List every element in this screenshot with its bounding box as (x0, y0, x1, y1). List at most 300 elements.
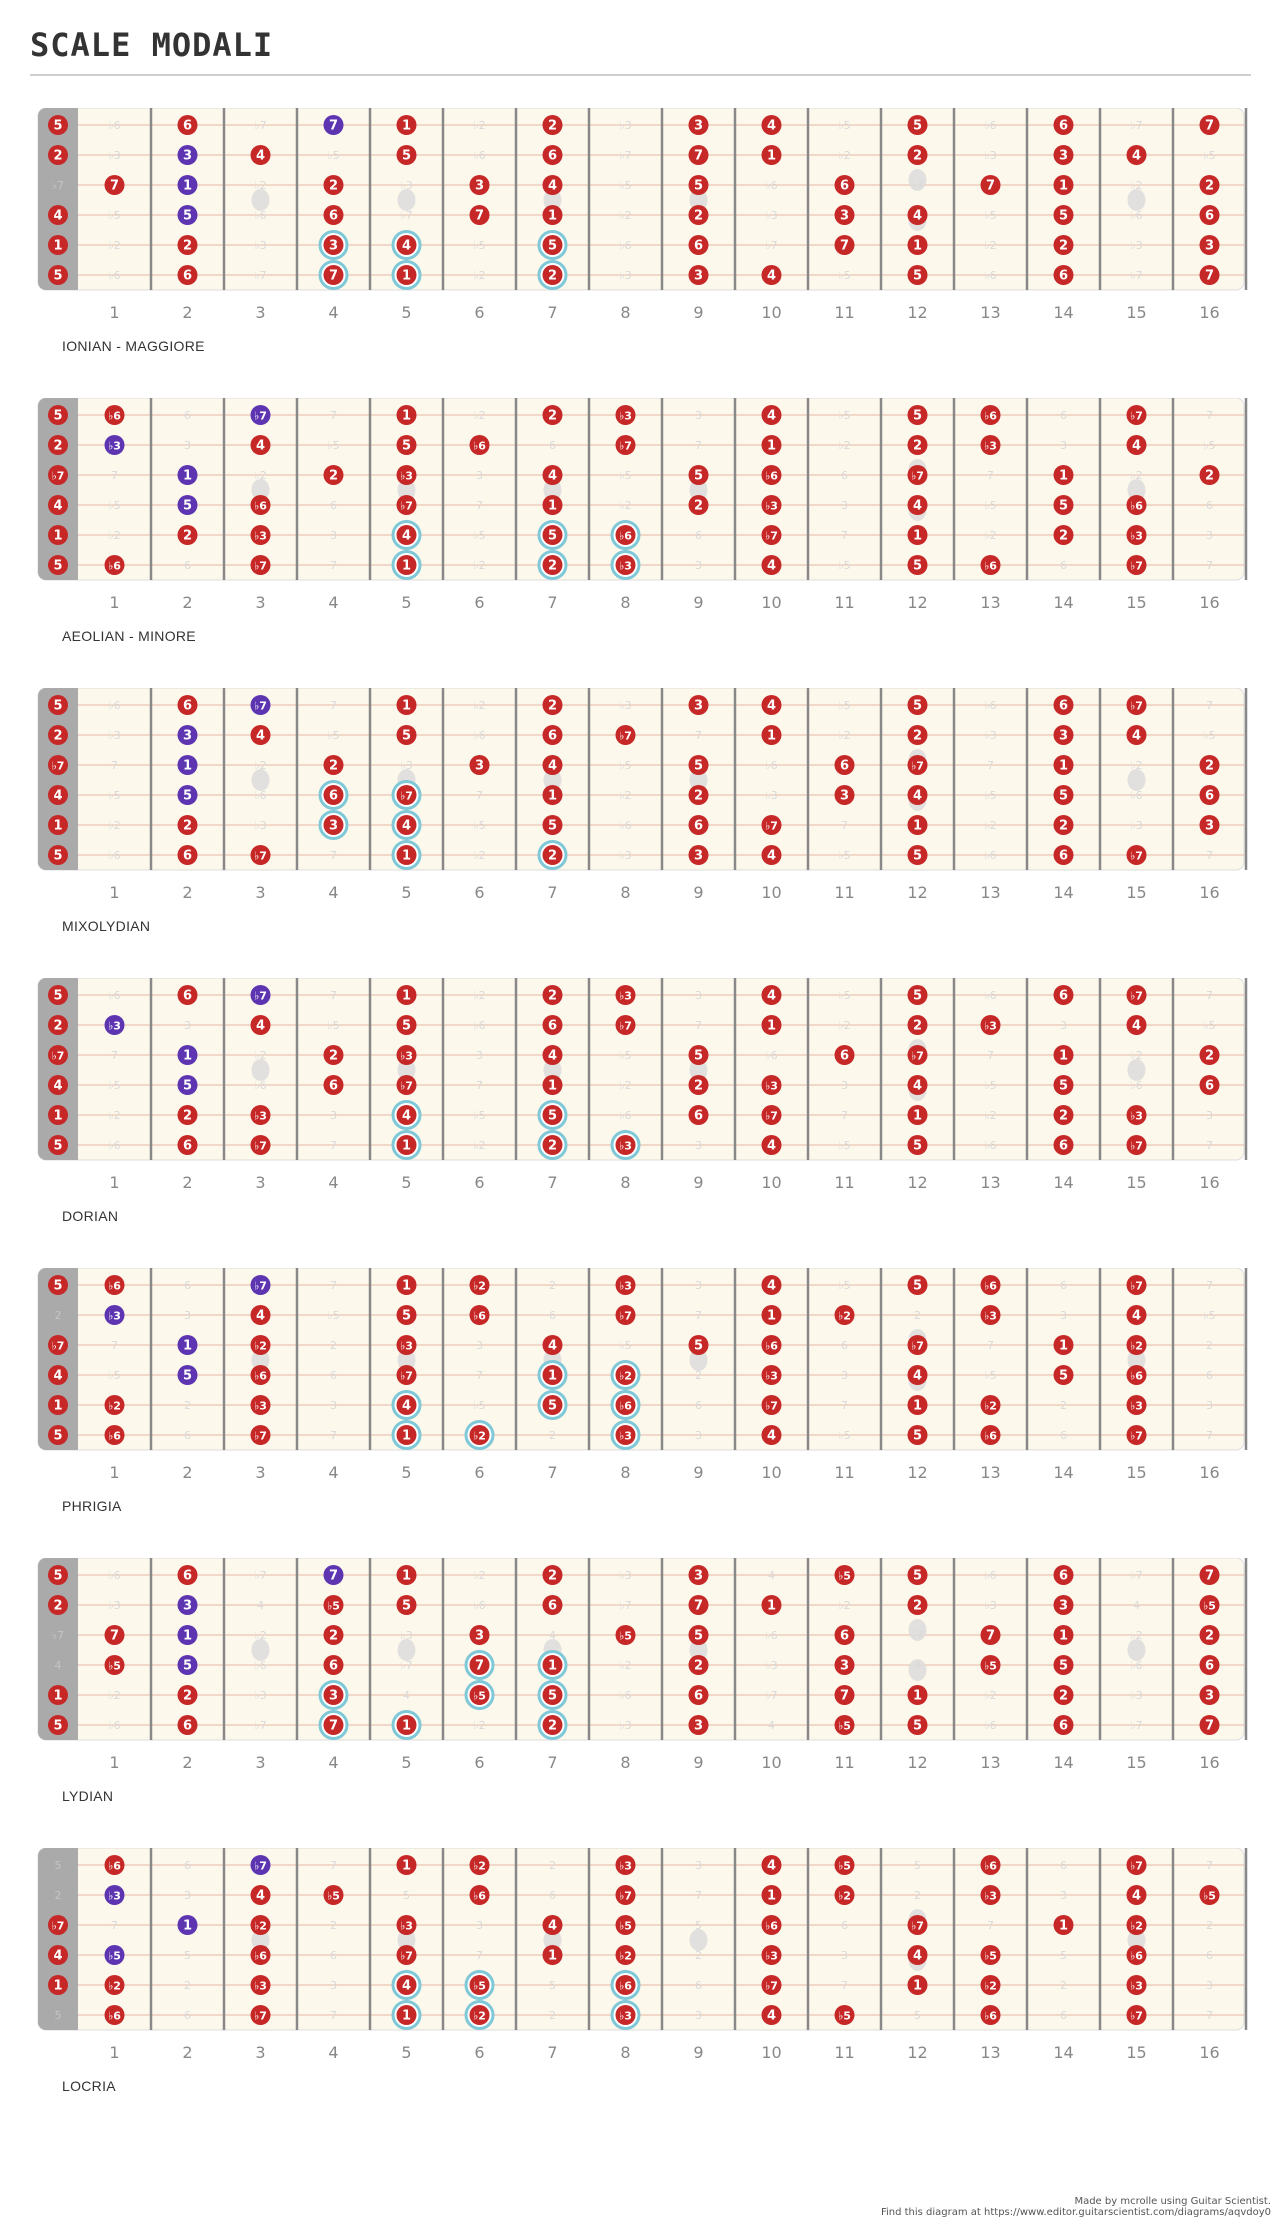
note-marker (397, 1855, 417, 1875)
note-marker (762, 695, 782, 715)
fret-number: 6 (474, 883, 485, 902)
note-marker (251, 1915, 271, 1935)
note-label: 7 (474, 208, 485, 224)
note-label: 4 (1131, 1018, 1142, 1034)
fret-number: 11 (834, 303, 855, 322)
ghost-interval: 6 (1060, 1279, 1067, 1292)
note-label: 5 (182, 788, 193, 804)
note-label: 4 (912, 1368, 923, 1384)
note-marker (397, 465, 417, 485)
ghost-interval: ♭5 (838, 1279, 851, 1292)
note-label: ♭6 (108, 559, 121, 573)
note-marker (908, 435, 928, 455)
note-label: 6 (547, 148, 558, 164)
note-label: 1 (182, 1048, 193, 1064)
fret-number: 7 (547, 303, 558, 322)
ghost-interval: ♭5 (984, 789, 997, 802)
note-label: 6 (182, 268, 193, 284)
note-label: 1 (53, 1108, 63, 1124)
note-marker (762, 1395, 782, 1415)
ghost-interval: ♭7 (51, 1629, 65, 1642)
note-marker (105, 435, 125, 455)
note-label: ♭2 (254, 1919, 267, 1933)
note-label: 6 (547, 1598, 558, 1614)
note-marker (835, 175, 855, 195)
note-label: ♭6 (1130, 1949, 1143, 1963)
note-marker (1054, 845, 1074, 865)
ghost-interval: 3 (695, 2009, 702, 2022)
note-label: ♭5 (473, 1979, 486, 1993)
ghost-interval: 6 (841, 1919, 848, 1932)
note-label: ♭7 (51, 1339, 65, 1353)
note-label: 5 (53, 698, 63, 714)
ghost-interval: 7 (841, 819, 848, 832)
note-marker (616, 1625, 636, 1645)
ghost-interval: 7 (987, 1339, 994, 1352)
note-label: 3 (693, 1568, 704, 1584)
fret-number: 1 (109, 1753, 120, 1772)
ghost-interval: 6 (1206, 1949, 1213, 1962)
ghost-interval: ♭2 (254, 469, 267, 482)
note-marker (981, 1395, 1001, 1415)
note-label: ♭3 (619, 409, 632, 423)
note-marker (1200, 1075, 1220, 1095)
ghost-interval: ♭3 (400, 179, 413, 192)
note-label: 2 (53, 728, 63, 744)
note-label: ♭6 (984, 2009, 997, 2023)
note-marker (1054, 465, 1074, 485)
ghost-interval: 5 (695, 1919, 702, 1932)
ghost-interval: ♭6 (473, 149, 486, 162)
note-marker (324, 205, 344, 225)
note-marker (178, 235, 198, 255)
note-marker (105, 1425, 125, 1445)
note-label: 2 (1204, 1628, 1215, 1644)
note-marker (762, 1305, 782, 1325)
note-marker (1127, 1105, 1147, 1125)
ghost-interval: 7 (1206, 1429, 1213, 1442)
note-label: 4 (912, 788, 923, 804)
note-label: 5 (547, 1398, 558, 1414)
ghost-interval: ♭6 (984, 1139, 997, 1152)
note-marker (1054, 1655, 1074, 1675)
ghost-interval: 2 (54, 1309, 62, 1322)
note-marker (612, 1972, 639, 1999)
ghost-interval: 2 (549, 1279, 556, 1292)
note-label: ♭2 (108, 1399, 121, 1413)
note-marker (1200, 265, 1220, 285)
note-marker (539, 1392, 566, 1419)
note-marker (908, 1275, 928, 1295)
note-label: 4 (255, 1888, 266, 1904)
note-label: 7 (839, 1688, 850, 1704)
note-marker (470, 755, 490, 775)
ghost-interval: 3 (841, 499, 848, 512)
note-marker (251, 1425, 271, 1445)
note-label: 4 (53, 1948, 63, 1964)
note-label: ♭7 (254, 1279, 267, 1293)
note-marker (105, 1885, 125, 1905)
note-label: 2 (53, 148, 63, 164)
note-label: 6 (1058, 1568, 1069, 1584)
note-marker (689, 1655, 709, 1675)
ghost-interval: ♭2 (838, 1599, 851, 1612)
note-label: 1 (912, 1688, 923, 1704)
note-marker (835, 755, 855, 775)
note-label: 4 (766, 1138, 777, 1154)
ghost-interval: 6 (549, 439, 556, 452)
note-marker (689, 465, 709, 485)
note-marker (48, 1425, 68, 1445)
note-label: ♭7 (619, 439, 632, 453)
note-label: 4 (255, 438, 266, 454)
note-label: 1 (401, 848, 412, 864)
note-label: 3 (1058, 728, 1069, 744)
note-label: 2 (912, 728, 923, 744)
ghost-interval: 6 (841, 469, 848, 482)
credits-link[interactable]: Find this diagram at https://www.editor.guitarscientist.com/diagrams/aqvdoy0 (880, 2207, 1271, 2218)
note-marker (908, 525, 928, 545)
note-label: 5 (693, 468, 704, 484)
note-marker (393, 1102, 420, 1129)
ghost-interval: 6 (1060, 1429, 1067, 1442)
note-marker (397, 145, 417, 165)
note-marker (397, 1335, 417, 1355)
note-label: 2 (547, 848, 558, 864)
fret-number: 7 (547, 1173, 558, 1192)
note-marker (178, 845, 198, 865)
note-label: 2 (1204, 178, 1215, 194)
note-marker (178, 175, 198, 195)
note-marker (539, 1712, 566, 1739)
note-marker (689, 755, 709, 775)
note-marker (393, 522, 420, 549)
note-label: 1 (53, 238, 63, 254)
note-marker (1054, 1075, 1074, 1095)
note-marker (1200, 1655, 1220, 1675)
note-label: ♭2 (619, 1369, 632, 1383)
note-label: ♭7 (400, 1079, 413, 1093)
fret-number: 15 (1126, 1753, 1147, 1772)
note-marker (908, 725, 928, 745)
note-marker (1127, 1305, 1147, 1325)
ghost-interval: 3 (330, 1979, 337, 1992)
note-label: ♭6 (984, 409, 997, 423)
note-label: 5 (182, 498, 193, 514)
ghost-interval: ♭3 (1130, 239, 1143, 252)
ghost-interval: ♭5 (838, 1139, 851, 1152)
note-marker (908, 1395, 928, 1415)
note-label: ♭7 (765, 1109, 778, 1123)
note-label: 1 (766, 1018, 777, 1034)
note-marker (908, 785, 928, 805)
note-marker (981, 1015, 1001, 1035)
note-label: 5 (1058, 1078, 1069, 1094)
note-label: 7 (1204, 118, 1215, 134)
ghost-interval: 7 (841, 1979, 848, 1992)
ghost-interval: ♭2 (984, 529, 997, 542)
note-label: 4 (766, 118, 777, 134)
note-marker (48, 1045, 68, 1065)
note-label: 7 (328, 1718, 339, 1734)
note-label: 5 (1058, 1368, 1069, 1384)
ghost-interval: 3 (1206, 1399, 1213, 1412)
note-marker (762, 555, 782, 575)
ghost-interval: 6 (184, 559, 191, 572)
note-label: 6 (1058, 118, 1069, 134)
note-label: 5 (912, 118, 923, 134)
ghost-interval: 7 (330, 2009, 337, 2022)
note-label: ♭2 (254, 1339, 267, 1353)
ghost-interval: ♭6 (108, 269, 121, 282)
note-label: 1 (766, 148, 777, 164)
note-marker (1127, 1365, 1147, 1385)
note-marker (251, 1885, 271, 1905)
note-marker (105, 175, 125, 195)
ghost-interval: 7 (476, 1949, 483, 1962)
note-label: ♭7 (1130, 849, 1143, 863)
note-label: 3 (693, 848, 704, 864)
note-label: ♭7 (254, 2009, 267, 2023)
note-marker (466, 1652, 493, 1679)
note-marker (1127, 1335, 1147, 1355)
note-marker (762, 1915, 782, 1935)
fretboard-svg (0, 1848, 1279, 2078)
ghost-interval: ♭7 (1130, 119, 1143, 132)
note-label: 3 (693, 698, 704, 714)
note-marker (543, 175, 563, 195)
ghost-interval: ♭6 (473, 1599, 486, 1612)
fret-number: 10 (761, 1173, 782, 1192)
note-label: 6 (839, 1048, 850, 1064)
fret-number: 9 (693, 1753, 704, 1772)
note-marker (397, 1595, 417, 1615)
note-label: ♭5 (108, 1949, 121, 1963)
ghost-interval: ♭2 (619, 1079, 632, 1092)
ghost-interval: ♭6 (254, 209, 267, 222)
note-label: 5 (912, 408, 923, 424)
note-marker (908, 1945, 928, 1965)
note-label: 6 (839, 1628, 850, 1644)
note-label: ♭6 (473, 439, 486, 453)
note-label: 1 (53, 528, 63, 544)
note-label: 5 (693, 1338, 704, 1354)
note-label: 1 (53, 1398, 63, 1414)
note-marker (1054, 785, 1074, 805)
fret-number: 16 (1199, 593, 1220, 612)
note-label: ♭3 (400, 1919, 413, 1933)
note-label: ♭5 (327, 1889, 340, 1903)
fret-number: 2 (182, 1463, 193, 1482)
ghost-interval: ♭5 (473, 529, 486, 542)
ghost-interval: 7 (1206, 1139, 1213, 1152)
note-label: 4 (1131, 728, 1142, 744)
note-marker (178, 695, 198, 715)
note-marker (393, 812, 420, 839)
fretboard-diagram (0, 1558, 1279, 1848)
note-marker (1054, 1595, 1074, 1615)
ghost-interval: 3 (1060, 1889, 1067, 1902)
note-marker (835, 1045, 855, 1065)
ghost-interval: ♭2 (619, 499, 632, 512)
note-label: ♭7 (1130, 559, 1143, 573)
note-marker (908, 815, 928, 835)
ghost-interval: 7 (695, 729, 702, 742)
note-marker (105, 1655, 125, 1675)
note-label: 6 (182, 1138, 193, 1154)
note-label: ♭2 (838, 1889, 851, 1903)
note-marker (397, 1275, 417, 1295)
note-label: 1 (1058, 1338, 1069, 1354)
note-label: 5 (401, 148, 412, 164)
note-marker (689, 1625, 709, 1645)
note-label: 2 (328, 1628, 339, 1644)
note-marker (762, 1855, 782, 1875)
fret-number: 11 (834, 883, 855, 902)
note-label: 1 (1058, 178, 1069, 194)
note-marker (320, 262, 347, 289)
note-marker (105, 1975, 125, 1995)
note-marker (689, 1075, 709, 1095)
note-label: 2 (182, 528, 193, 544)
ghost-interval: 3 (841, 1949, 848, 1962)
fret-number: 3 (255, 2043, 266, 2062)
note-label: 2 (182, 238, 193, 254)
inlay-dot (1128, 1639, 1146, 1661)
fret-number: 2 (182, 1173, 193, 1192)
note-label: 1 (766, 728, 777, 744)
note-marker (105, 405, 125, 425)
note-label: ♭3 (765, 1949, 778, 1963)
note-marker (543, 695, 563, 715)
note-label: ♭5 (838, 1719, 851, 1733)
note-marker (48, 725, 68, 745)
note-marker (908, 465, 928, 485)
note-label: ♭3 (1130, 1979, 1143, 1993)
ghost-interval: ♭3 (765, 209, 778, 222)
note-marker (612, 1362, 639, 1389)
note-label: 5 (182, 1658, 193, 1674)
note-label: 1 (547, 1368, 558, 1384)
note-marker (616, 725, 636, 745)
note-marker (539, 552, 566, 579)
note-marker (908, 1075, 928, 1095)
fret-number: 8 (620, 1173, 631, 1192)
ghost-interval: 7 (476, 1369, 483, 1382)
fret-number: 9 (693, 303, 704, 322)
note-label: ♭3 (984, 1309, 997, 1323)
note-marker (178, 1565, 198, 1585)
note-label: 5 (401, 1598, 412, 1614)
note-label: ♭7 (254, 1859, 267, 1873)
note-marker (470, 1855, 490, 1875)
note-marker (616, 1275, 636, 1295)
ghost-interval: ♭5 (327, 439, 340, 452)
note-marker (616, 1945, 636, 1965)
ghost-interval: 6 (695, 529, 702, 542)
note-marker (1054, 1045, 1074, 1065)
note-label: ♭2 (473, 1859, 486, 1873)
ghost-interval: ♭6 (108, 699, 121, 712)
note-marker (48, 1365, 68, 1385)
note-label: ♭2 (984, 1399, 997, 1413)
note-label: 6 (328, 1078, 339, 1094)
ghost-interval: ♭6 (1130, 789, 1143, 802)
ghost-interval: ♭7 (911, 179, 924, 192)
note-label: 3 (328, 1688, 339, 1704)
note-marker (178, 1335, 198, 1355)
note-label: ♭5 (619, 1919, 632, 1933)
inlay-dot (398, 189, 416, 211)
note-marker (1127, 1975, 1147, 1995)
note-label: 2 (1058, 528, 1069, 544)
note-label: 5 (401, 728, 412, 744)
fretboard-diagram (0, 688, 1279, 978)
note-label: ♭6 (984, 1859, 997, 1873)
ghost-interval: ♭6 (765, 759, 778, 772)
ghost-interval: ♭5 (473, 239, 486, 252)
fret-number: 1 (109, 1463, 120, 1482)
ghost-interval: 2 (1206, 1339, 1213, 1352)
note-marker (1200, 815, 1220, 835)
ghost-interval: ♭7 (765, 239, 778, 252)
note-marker (105, 2005, 125, 2025)
ghost-interval: 4 (768, 1719, 775, 1732)
fret-number: 16 (1199, 1753, 1220, 1772)
ghost-interval: ♭7 (1130, 1719, 1143, 1732)
note-label: 5 (912, 848, 923, 864)
ghost-interval: 7 (841, 529, 848, 542)
note-label: 7 (328, 1568, 339, 1584)
fret-number: 8 (620, 883, 631, 902)
note-label: 6 (328, 1658, 339, 1674)
ghost-interval: 3 (330, 1399, 337, 1412)
ghost-interval: 2 (914, 1889, 921, 1902)
note-marker (397, 1565, 417, 1585)
note-marker (616, 1015, 636, 1035)
note-marker (48, 555, 68, 575)
fret-number: 7 (547, 883, 558, 902)
note-label: ♭7 (1130, 989, 1143, 1003)
ghost-interval: 3 (476, 1339, 483, 1352)
note-marker (48, 1565, 68, 1585)
ghost-interval: 5 (549, 1979, 556, 1992)
ghost-interval: ♭2 (984, 239, 997, 252)
note-marker (1200, 175, 1220, 195)
note-marker (1054, 985, 1074, 1005)
note-label: 1 (547, 1948, 558, 1964)
ghost-interval: ♭2 (473, 269, 486, 282)
note-label: 5 (547, 238, 558, 254)
ghost-interval: 3 (1206, 1979, 1213, 1992)
ghost-interval: ♭6 (765, 1049, 778, 1062)
ghost-interval: ♭7 (619, 149, 632, 162)
ghost-interval: ♭7 (911, 1629, 924, 1642)
note-label: 4 (547, 1918, 558, 1934)
fret-number: 3 (255, 593, 266, 612)
note-label: 5 (1058, 1658, 1069, 1674)
note-label: 1 (401, 698, 412, 714)
note-label: 5 (182, 208, 193, 224)
note-label: 5 (693, 178, 704, 194)
note-label: ♭3 (254, 1979, 267, 1993)
note-label: ♭3 (400, 1339, 413, 1353)
ghost-interval: 4 (54, 1659, 62, 1672)
note-marker (981, 2005, 1001, 2025)
note-marker (251, 845, 271, 865)
ghost-interval: ♭6 (108, 849, 121, 862)
ghost-interval: ♭5 (108, 209, 121, 222)
